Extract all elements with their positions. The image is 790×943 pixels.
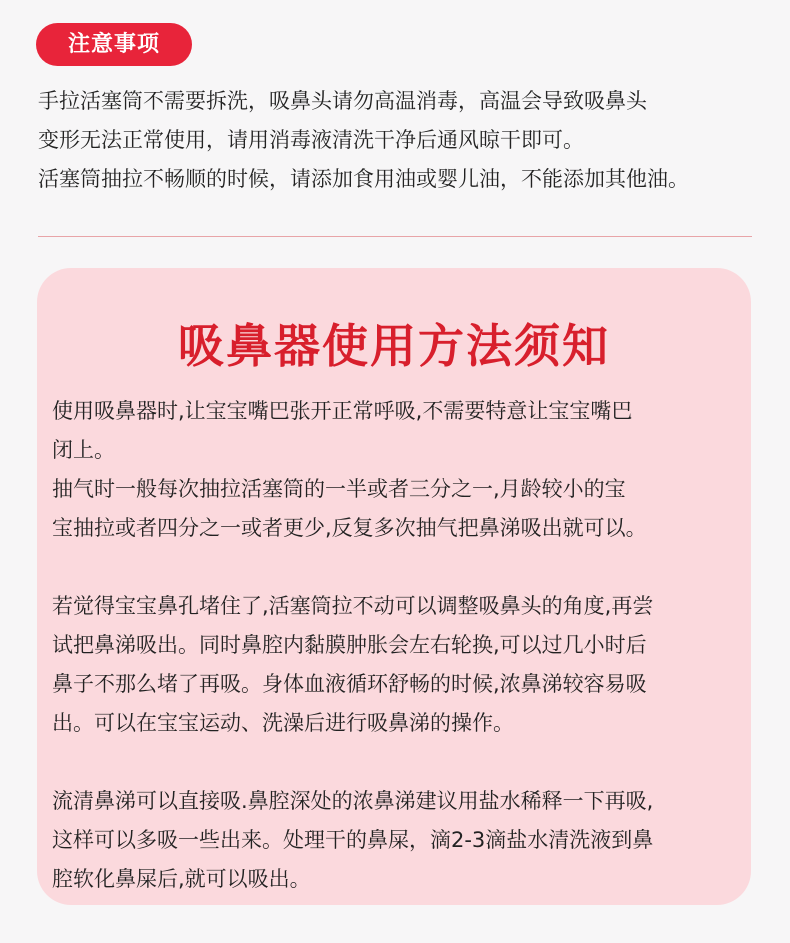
body-line: 流清鼻涕可以直接吸.鼻腔深处的浓鼻涕建议用盐水稀释一下再吸,: [52, 789, 654, 813]
body-line: 闭上。: [52, 438, 115, 462]
body-line: 鼻子不那么堵了再吸。身体血液循环舒畅的时候,浓鼻涕较容易吸: [52, 672, 647, 696]
body-line: 使用吸鼻器时,让宝宝嘴巴张开正常呼吸,不需要特意让宝宝嘴巴: [52, 399, 633, 423]
body-line: 宝抽拉或者四分之一或者更少,反复多次抽气把鼻涕吸出就可以。: [52, 516, 647, 540]
body-line: 试把鼻涕吸出。同时鼻腔内黏膜肿胀会左右轮换,可以过几小时后: [52, 633, 647, 657]
paragraph-gap: [52, 548, 742, 587]
notice-line: 活塞筒抽拉不畅顺的时候，请添加食用油或婴儿油，不能添加其他油。: [38, 167, 689, 191]
usage-card: [37, 268, 751, 905]
section-divider: [38, 236, 752, 237]
notice-text: [38, 82, 783, 199]
body-line: 若觉得宝宝鼻孔堵住了,活塞筒拉不动可以调整吸鼻头的角度,再尝: [52, 594, 654, 618]
card-body: [52, 392, 742, 899]
notice-line: 手拉活塞筒不需要拆洗，吸鼻头请勿高温消毒，高温会导致吸鼻头: [38, 89, 647, 113]
notice-line: 变形无法正常使用，请用消毒液清洗干净后通风晾干即可。: [38, 128, 584, 152]
paragraph-gap: [52, 743, 742, 782]
body-line: 抽气时一般每次抽拉活塞筒的一半或者三分之一,月龄较小的宝: [52, 477, 626, 501]
body-line: 腔软化鼻屎后,就可以吸出。: [52, 867, 311, 891]
card-title: 吸鼻器使用方法须知: [178, 319, 610, 373]
notice-badge: 注意事项: [36, 23, 192, 66]
body-line: 这样可以多吸一些出来。处理干的鼻屎，滴2-3滴盐水清洗液到鼻: [52, 828, 654, 852]
body-line: 出。可以在宝宝运动、洗澡后进行吸鼻涕的操作。: [52, 711, 514, 735]
